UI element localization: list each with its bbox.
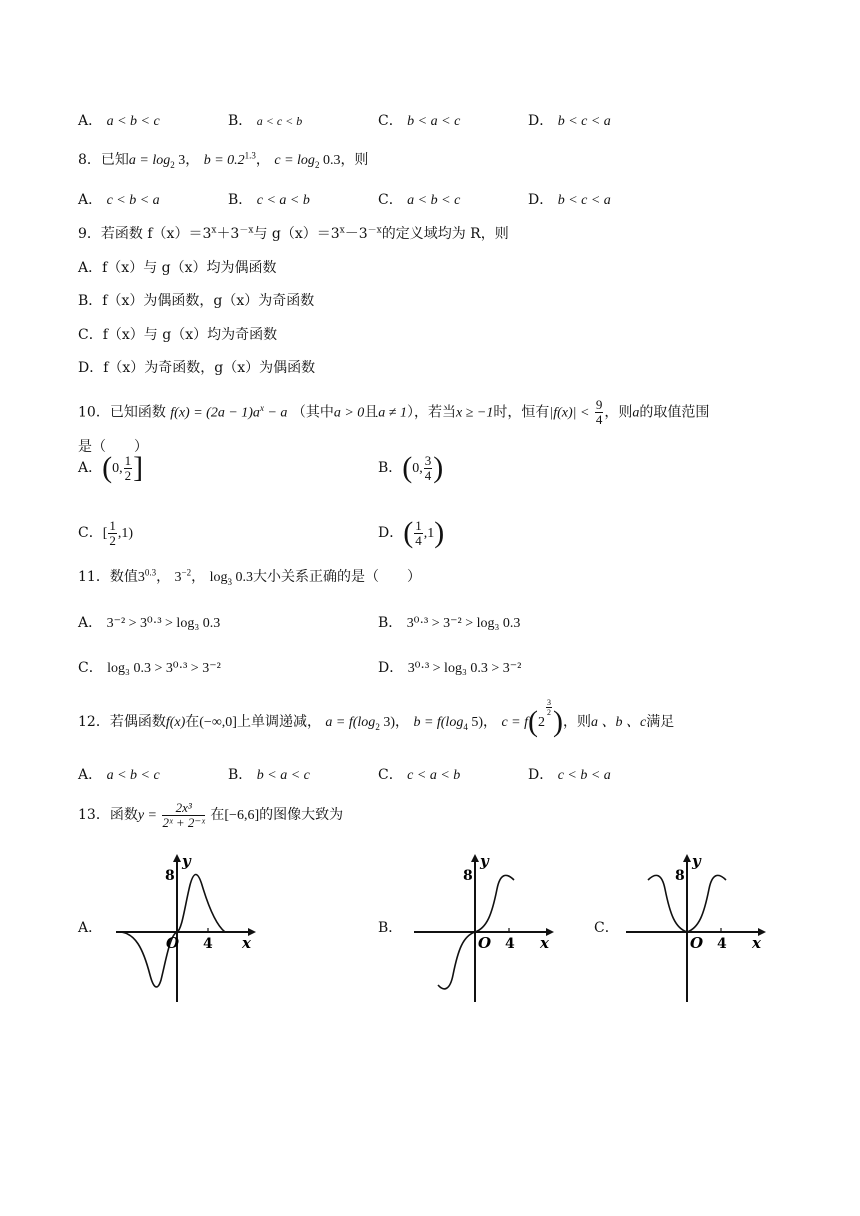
q11-stem: 11．数值$3^{0.3}$， $3^{-2}$， $\log_3 0.3$大小关系正确的是（ ） <box>78 567 421 587</box>
q8-option-d: D． b < c < a <box>528 192 611 208</box>
q7-option-c: C． b < a < c <box>378 113 461 129</box>
q13-graph-a-label: A． <box>78 920 103 936</box>
q12-stem: 12．若偶函数f(x)在(−∞,0]上单调递减， $a = f(\log_2$ 3)， $b = f(\log_4$ 5)， c = f(2 $^{\frac{3}{2}}$ )，则a 、b 、c满足 <box>78 698 675 738</box>
q10-fraction: $\frac{9}{4}$ <box>595 397 603 427</box>
graph-b-tick-4: 4 <box>505 936 515 952</box>
q10-option-a: A．(0, $\frac{1}{2}$ ] <box>78 451 144 484</box>
graph-a-y-label: y <box>182 852 191 870</box>
q10-option-b: B．(0, $\frac{3}{4}$ ) <box>378 451 444 484</box>
q11-option-d: D． 3⁰·³ > log₃ 0.3 > 3⁻² <box>378 660 522 676</box>
graph-a-tick-4: 4 <box>203 936 213 952</box>
q11-option-a: A． 3⁻² > 3⁰·³ > log₃ 0.3 <box>78 615 221 631</box>
graph-b-origin: O <box>478 934 492 952</box>
q8-stem: 8．已知$a = \log_2 3$， $b = 0.2^{1.3}$， $c = \log_2 0.3$，则 <box>78 150 369 170</box>
q9-option-a: A．f（x）与 g（x）均为偶函数 <box>78 260 277 276</box>
q12-option-c: C． c < a < b <box>378 767 461 783</box>
graph-b-tick-8: 8 <box>463 868 473 884</box>
graph-c-origin: O <box>690 934 704 952</box>
q13-graph-c-label: C． <box>594 920 619 936</box>
q13-graph-b <box>408 850 558 1005</box>
q9-stem: 9．若函数 $f(x)=3^x+3^{-x}$与 $g(x)=3^x-3^{-x}$的定义域均为 R，则 <box>78 225 509 242</box>
q9-option-c: C．f（x）与 g（x）均为奇函数 <box>78 327 278 343</box>
graph-c-y-label: y <box>692 852 701 870</box>
q7-option-b: B． a < c < b <box>228 113 303 129</box>
q12-option-d: D． c < b < a <box>528 767 611 783</box>
graph-c-tick-8: 8 <box>675 868 685 884</box>
graph-b-x-label: x <box>540 934 549 952</box>
q10-stem: 10．已知函数 $f(x) = (2a - 1)a^x - a$ （其中a > 0且a ≠ 1），若当x ≥ −1时，恒有|f(x)| < $\frac{9}{4}$ ，则a的取值范围 <box>78 397 710 427</box>
graph-c-tick-4: 4 <box>717 936 727 952</box>
q10-option-c: C．[ $\frac{1}{2}$ ,1) <box>78 517 134 548</box>
q8-option-c: C． a < b < c <box>378 192 461 208</box>
q13-graph-c <box>620 850 770 1005</box>
q8-option-b: B． c < a < b <box>228 192 310 208</box>
q13-stem: 13．函数y = $\frac{\text{2x³}}{\text{2ˣ + 2⁻ˣ}}$ 在[−6,6]的图像大致为 <box>78 799 344 830</box>
q9-option-d: D．f（x）为奇函数，g（x）为偶函数 <box>78 360 316 376</box>
q11-option-c: C． log₃ 0.3 > 3⁰·³ > 3⁻² <box>78 660 221 676</box>
q7-option-d: D． b < c < a <box>528 113 611 129</box>
q12-option-a: A． a < b < c <box>78 767 160 783</box>
q9-option-b: B．f（x）为偶函数，g（x）为奇函数 <box>78 293 315 309</box>
q12-option-b: B． b < a < c <box>228 767 310 783</box>
q10-stem-continued: 是（ ） <box>78 439 148 455</box>
graph-a-origin: O <box>166 934 180 952</box>
graph-b-y-label: y <box>480 852 489 870</box>
graph-a-x-label: x <box>242 934 251 952</box>
graph-a-tick-8: 8 <box>165 868 175 884</box>
q13-graph-b-label: B． <box>378 920 403 936</box>
q11-option-b: B． 3⁰·³ > 3⁻² > log₃ 0.3 <box>378 615 521 631</box>
q8-option-a: A． c < b < a <box>78 192 160 208</box>
graph-c-x-label: x <box>752 934 761 952</box>
q10-option-d: D．( $\frac{1}{4}$ ,1) <box>378 516 445 549</box>
q7-option-a: A． a < b < c <box>78 113 160 129</box>
q13-fraction: $\frac{\text{2x³}}{\text{2ˣ + 2⁻ˣ}}$ <box>162 799 205 830</box>
q13-graph-a <box>110 850 260 1005</box>
